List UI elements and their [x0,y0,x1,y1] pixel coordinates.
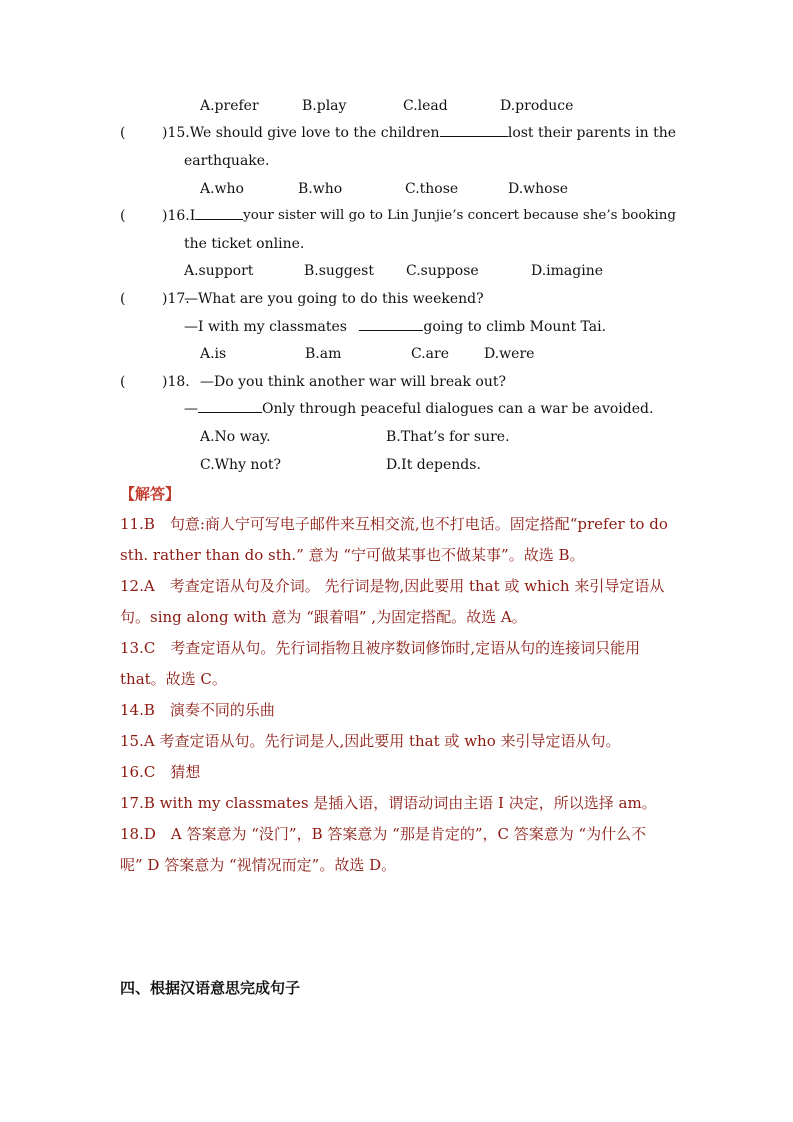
q14-option-b: B.play [302,98,347,114]
q15-stem-c: earthquake. [184,153,270,169]
q18-option-c: C.Why not? [200,457,282,473]
q18-number: )18. [162,374,190,390]
q16-number: )16.I [162,208,196,224]
q17-stem-c: going to climb Mount Tai. [423,319,607,335]
q14-option-a: A.prefer [200,98,259,114]
q17-option-b: B.am [305,346,342,362]
q15-blank[interactable] [440,124,508,137]
answer-line: 呢” D 答案意为 “视情况而定”。故选 D。 [120,856,397,874]
answer-header: 【解答】 [120,485,181,503]
answer-line: 15.A 考查定语从句。先行词是人,因此要用 that 或 who 来引导定语从句。 [120,732,621,750]
q15-option-d: D.whose [508,181,569,197]
q18-stem-b: — [184,401,198,417]
q18-paren: ( [120,374,126,390]
q16-paren: ( [120,208,126,224]
q16-option-d: D.imagine [531,263,604,279]
q17-line-2 [184,318,606,336]
q18-option-a: A.No way. [200,429,271,445]
q14-option-d: D.produce [500,98,574,114]
answer-line: 11.B 句意:商人宁可写电子邮件来互相交流,也不打电话。固定搭配“prefer to do [120,515,668,533]
section-heading: 四、根据汉语意思完成句子 [120,979,301,997]
q17-paren: ( [120,291,126,307]
q16-line-1 [162,207,676,225]
answer-line: 17.B with my classmates 是插入语，谓语动词由主语 I 决定，所以选择 am。 [120,794,657,812]
q17-number: )17. [162,291,190,307]
q15-paren: ( [120,125,126,141]
q15-option-c: C.those [405,181,459,197]
q17-option-d: D.were [484,346,535,362]
q16-option-c: C.suppose [406,263,479,279]
q16-stem-b: the ticket online. [184,236,305,252]
answer-line: 句。sing along with 意为 “跟着唱” ,为固定搭配。故选 A。 [120,608,527,626]
q17-stem-b: —I with my classmates [184,319,347,335]
q15-number: )15. [162,125,190,141]
q18-line-2 [184,400,653,418]
q15-option-a: A.who [200,181,244,197]
q15-stem-a: We should give love to the children [189,125,440,141]
q17-option-a: A.is [200,346,227,362]
answer-line: 16.C 猜想 [120,763,201,781]
answer-line: 13.C 考查定语从句。先行词指物且被序数词修饰时,定语从句的连接词只能用 [120,639,641,657]
q16-option-a: A.support [184,263,254,279]
q18-option-b: B.That’s for sure. [386,429,510,445]
q15-option-b: B.who [298,181,343,197]
q16-stem-a: your sister will go to Lin Junjie’s concert because she’s booking [243,208,676,223]
answer-line: sth. rather than do sth.” 意为 “宁可做某事也不做某事”。故选 B。 [120,546,585,564]
q18-option-d: D.It depends. [386,457,481,473]
q16-blank[interactable] [195,207,243,220]
q18-stem-a: —Do you think another war will break out? [200,374,506,390]
q18-stem-c: Only through peaceful dialogues can a war be avoided. [262,401,654,417]
q16-option-b: B.suggest [304,263,374,279]
answer-line: 14.B 演奏不同的乐曲 [120,701,275,719]
q17-stem-a: —What are you going to do this weekend? [184,291,484,307]
q15-stem-b: lost their parents in the [507,125,676,141]
q17-option-c: C.are [411,346,449,362]
q17-blank[interactable] [359,318,423,331]
q18-blank[interactable] [198,400,262,413]
q14-option-c: C.lead [403,98,448,114]
q15-line-1 [162,124,676,142]
answer-line: 18.D A 答案意为 “没门”，B 答案意为 “那是肯定的”，C 答案意为 “为什么不 [120,825,647,843]
answer-line: that。故选 C。 [120,670,227,688]
answer-line: 12.A 考查定语从句及介词。 先行词是物,因此要用 that 或 which 来引导定语从 [120,577,665,595]
